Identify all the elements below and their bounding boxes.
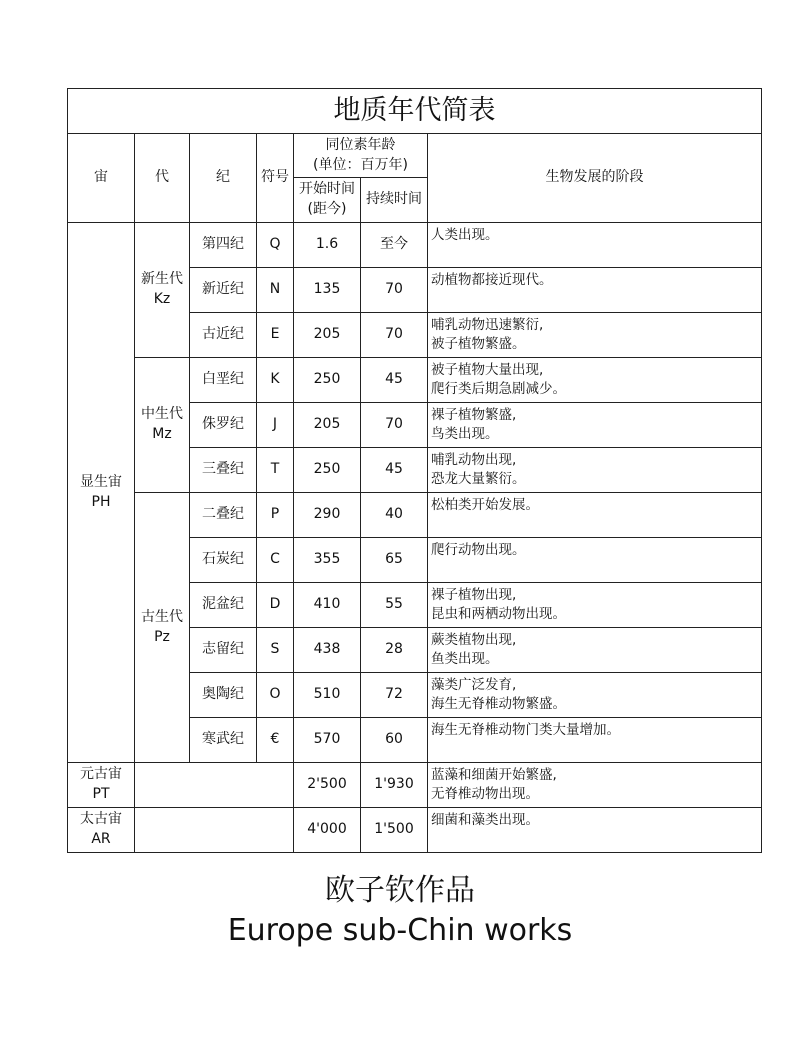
biology-line: 蓝藻和细菌开始繁盛,: [431, 767, 557, 783]
eon-name: 太古宙: [80, 811, 122, 828]
period-start: 205: [294, 313, 361, 358]
biology-line: 松柏类开始发展。: [431, 497, 539, 513]
table-row: [68, 223, 762, 268]
era-code: Pz: [154, 628, 170, 645]
biology-line: 爬行动物出现。: [431, 542, 526, 558]
period-name: 三叠纪: [190, 448, 257, 493]
period-name: 古近纪: [190, 313, 257, 358]
header-isotope-age: [294, 134, 428, 178]
eon-name: 显生宙: [80, 473, 122, 490]
biology-line: 鸟类出现。: [431, 425, 499, 442]
header-symbol: 符号: [257, 134, 294, 223]
era-code: Kz: [153, 291, 171, 307]
period-symbol: J: [257, 403, 294, 448]
author-credit-english: Europe sub-Chin works: [227, 913, 573, 948]
period-duration: 28: [361, 628, 428, 673]
eon-cell-pt: [68, 763, 135, 808]
era-code: Mz: [152, 426, 172, 442]
period-symbol: E: [257, 313, 294, 358]
period-symbol: Q: [257, 223, 294, 268]
period-symbol: P: [257, 493, 294, 538]
period-duration: 70: [361, 268, 428, 313]
biology-line: 昆虫和两栖动物出现。: [431, 605, 566, 622]
biology-line: 海生无脊椎动物门类大量增加。: [431, 722, 620, 738]
period-biology: [428, 673, 762, 718]
table-row: [68, 808, 762, 853]
period-duration: 40: [361, 493, 428, 538]
biology-line: 哺乳动物迅速繁衍,: [431, 317, 544, 333]
period-name: 石炭纪: [190, 538, 257, 583]
header-biology: 生物发展的阶段: [428, 134, 762, 223]
biology-line: 被子植物繁盛。: [431, 335, 526, 352]
period-biology: [428, 538, 762, 583]
period-start: 438: [294, 628, 361, 673]
eon-biology: [428, 763, 762, 808]
biology-line: 恐龙大量繁衍。: [431, 470, 526, 487]
period-start: 570: [294, 718, 361, 763]
period-duration: 72: [361, 673, 428, 718]
eon-cell-ar: [68, 808, 135, 853]
header-duration: 持续时间: [361, 178, 428, 223]
period-duration: 55: [361, 583, 428, 628]
eon-duration: 1'500: [361, 808, 428, 853]
biology-line: 被子植物大量出现,: [431, 362, 544, 378]
period-start: 410: [294, 583, 361, 628]
period-symbol: T: [257, 448, 294, 493]
eon-code: AR: [91, 831, 111, 847]
eon-code: PH: [91, 493, 111, 510]
period-biology: [428, 403, 762, 448]
geologic-time-table: [67, 88, 762, 853]
period-symbol: D: [257, 583, 294, 628]
period-symbol: N: [257, 268, 294, 313]
period-name: 寒武纪: [190, 718, 257, 763]
period-symbol: €: [257, 718, 294, 763]
eon-start: 4'000: [294, 808, 361, 853]
biology-line: 裸子植物繁盛,: [431, 407, 517, 423]
header-period: 纪: [190, 134, 257, 223]
biology-line: 哺乳动物出现,: [431, 452, 517, 468]
period-duration: 65: [361, 538, 428, 583]
biology-line: 蕨类植物出现,: [431, 632, 517, 648]
period-biology: [428, 358, 762, 403]
header-start-line1: 开始时间: [299, 181, 355, 198]
period-start: 1.6: [294, 223, 361, 268]
eon-start: 2'500: [294, 763, 361, 808]
table-row: [68, 763, 762, 808]
table-row: [68, 493, 762, 538]
period-duration: 70: [361, 313, 428, 358]
biology-line: 人类出现。: [431, 227, 499, 243]
table-title: 地质年代简表: [68, 89, 762, 134]
period-symbol: S: [257, 628, 294, 673]
empty-cell: [135, 808, 294, 853]
period-biology: [428, 223, 762, 268]
biology-line: 鱼类出现。: [431, 650, 499, 667]
biology-line: 动植物都接近现代。: [431, 272, 553, 288]
era-name: 新生代: [141, 271, 183, 288]
header-isotope-age-line1: 同位素年龄: [325, 136, 396, 153]
period-duration: 至今: [361, 223, 428, 268]
period-name: 白垩纪: [190, 358, 257, 403]
header-era: 代: [135, 134, 190, 223]
period-symbol: O: [257, 673, 294, 718]
period-start: 205: [294, 403, 361, 448]
period-symbol: C: [257, 538, 294, 583]
period-name: 志留纪: [190, 628, 257, 673]
period-start: 250: [294, 358, 361, 403]
header-eon: 宙: [68, 134, 135, 223]
period-start: 250: [294, 448, 361, 493]
period-biology: [428, 628, 762, 673]
period-name: 二叠纪: [190, 493, 257, 538]
period-duration: 45: [361, 358, 428, 403]
period-biology: [428, 448, 762, 493]
biology-line: 海生无脊椎动物繁盛。: [431, 695, 566, 712]
era-name: 古生代: [141, 608, 183, 625]
eon-duration: 1'930: [361, 763, 428, 808]
period-start: 355: [294, 538, 361, 583]
header-start-time: [294, 178, 361, 223]
header-start-line2: (距今): [307, 201, 347, 217]
period-duration: 45: [361, 448, 428, 493]
biology-line: 裸子植物出现,: [431, 587, 517, 603]
header-isotope-age-line2: (单位：百万年): [313, 156, 408, 173]
period-name: 第四纪: [190, 223, 257, 268]
era-cell-kz: [135, 223, 190, 358]
period-duration: 70: [361, 403, 428, 448]
biology-line: 无脊椎动物出现。: [431, 785, 539, 802]
era-cell-pz: [135, 493, 190, 763]
period-name: 新近纪: [190, 268, 257, 313]
period-biology: [428, 718, 762, 763]
era-cell-mz: [135, 358, 190, 493]
period-duration: 60: [361, 718, 428, 763]
period-biology: [428, 268, 762, 313]
eon-code: PT: [92, 786, 110, 802]
period-name: 奥陶纪: [190, 673, 257, 718]
period-start: 510: [294, 673, 361, 718]
period-biology: [428, 583, 762, 628]
author-credit-chinese: 欧子钦作品: [325, 873, 475, 908]
biology-line: 藻类广泛发育,: [431, 677, 517, 693]
period-name: 泥盆纪: [190, 583, 257, 628]
table-row: [68, 358, 762, 403]
period-start: 290: [294, 493, 361, 538]
biology-line: 细菌和藻类出现。: [431, 812, 539, 828]
period-name: 侏罗纪: [190, 403, 257, 448]
period-biology: [428, 313, 762, 358]
eon-name: 元古宙: [80, 766, 122, 783]
biology-line: 爬行类后期急剧减少。: [431, 380, 566, 397]
period-start: 135: [294, 268, 361, 313]
eon-cell-ph: [68, 223, 135, 763]
period-biology: [428, 493, 762, 538]
empty-cell: [135, 763, 294, 808]
era-name: 中生代: [141, 406, 183, 423]
eon-biology: [428, 808, 762, 853]
period-symbol: K: [257, 358, 294, 403]
